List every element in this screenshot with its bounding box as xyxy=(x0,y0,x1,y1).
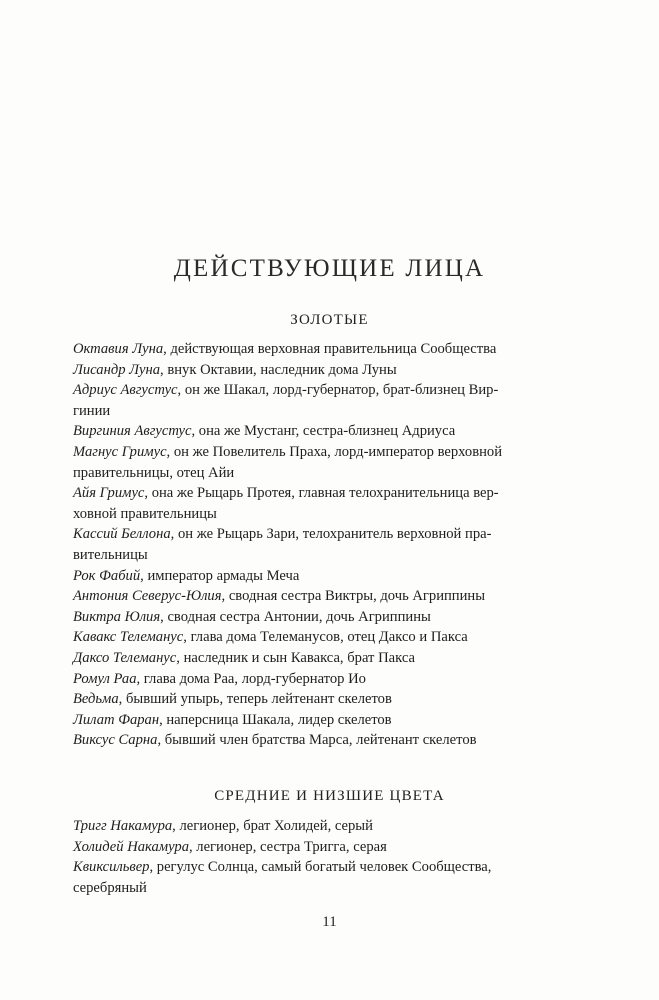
character-description: , действующая верховная правительница Сообщества xyxy=(163,341,497,357)
character-entry xyxy=(73,648,563,669)
page-title: ДЕЙСТВУЮЩИЕ ЛИЦА xyxy=(173,254,486,282)
character-description-continued: вительницы xyxy=(73,546,148,563)
character-description: , она же Рыцарь Протея, главная телохранительница вер- xyxy=(144,485,499,502)
character-entry xyxy=(73,816,563,837)
character-name: Магнус Гримус xyxy=(73,443,167,460)
character-entry xyxy=(73,607,563,628)
character-name: Квиксильвер xyxy=(73,859,150,876)
character-description: , глава дома Телеманусов, отец Даксо и Пакса xyxy=(183,629,468,646)
character-entry xyxy=(73,837,563,858)
character-entry xyxy=(73,710,563,731)
character-description: , она же Мустанг, сестра-близнец Адриуса xyxy=(191,423,456,440)
character-description: , сводная сестра Виктры, дочь Агриппины xyxy=(221,588,486,605)
section-heading-middle-low: СРЕДНИЕ И НИЗШИЕ ЦВЕТА xyxy=(214,788,445,804)
character-entry xyxy=(73,483,563,524)
character-description: , он же Шакал, лорд-губернатор, брат-близнец Вир- xyxy=(177,382,499,399)
character-name: Рок Фабий xyxy=(73,567,141,584)
character-name: Адриус Августус xyxy=(73,382,178,399)
character-description: , регулус Солнца, самый богатый человек Сообщества, xyxy=(149,859,492,876)
character-entry xyxy=(73,566,563,587)
character-entry xyxy=(73,524,563,565)
character-description: , внук Октавии, наследник дома Луны xyxy=(160,361,397,378)
character-description-continued: ховной правительницы xyxy=(73,505,217,522)
character-name: Кавакс Телеманус xyxy=(73,629,184,646)
character-description: , легионер, сестра Тригга, серая xyxy=(189,838,387,855)
character-name: Виргиния Августус xyxy=(73,423,192,440)
character-entry xyxy=(73,669,563,690)
character-entry xyxy=(73,730,563,751)
character-description: , наперсница Шакала, лидер скелетов xyxy=(159,711,392,728)
character-name: Даксо Телеманус xyxy=(73,649,177,666)
character-entry xyxy=(73,339,563,360)
character-name: Виктра Юлия xyxy=(73,608,161,625)
character-name: Тригг Накамура xyxy=(73,818,173,834)
character-entry xyxy=(73,689,563,710)
character-name: Лилат Фаран xyxy=(73,711,160,728)
character-entry xyxy=(73,586,563,607)
character-name: Антония Северус-Юлия xyxy=(73,588,222,605)
character-entry xyxy=(73,857,563,898)
character-entry xyxy=(73,442,563,483)
character-description: , сводная сестра Антонии, дочь Агриппины xyxy=(160,608,431,625)
character-description: , легионер, брат Холидей, серый xyxy=(172,818,373,834)
character-list-gold xyxy=(73,339,563,751)
section-heading-gold: ЗОЛОТЫЕ xyxy=(290,312,369,328)
character-name: Айя Гримус xyxy=(73,485,145,502)
character-name: Виксус Сарна xyxy=(73,732,158,749)
character-entry xyxy=(73,360,563,381)
character-name: Лисандр Луна xyxy=(73,361,161,378)
character-description: , он же Рыцарь Зари, телохранитель верховной пра- xyxy=(170,526,492,543)
page-number: 11 xyxy=(322,914,337,930)
character-description: , он же Повелитель Праха, лорд-император верховной xyxy=(166,443,503,460)
character-description-continued: гинии xyxy=(73,402,111,419)
character-description-continued: правительницы, отец Айи xyxy=(73,464,235,481)
character-name: Холидей Накамура xyxy=(73,838,189,855)
character-description-continued: серебряный xyxy=(73,879,147,896)
character-entry xyxy=(73,380,563,421)
character-description: , бывший член братства Марса, лейтенант скелетов xyxy=(157,732,477,749)
character-entry xyxy=(73,627,563,648)
character-description: , наследник и сын Кавакса, брат Пакса xyxy=(176,649,415,666)
character-name: Октавия Луна xyxy=(73,341,164,357)
character-description: , император армады Меча xyxy=(140,567,300,584)
character-description: , бывший упырь, теперь лейтенант скелетов xyxy=(118,691,392,708)
character-name: Ведьма xyxy=(73,691,119,708)
character-entry xyxy=(73,421,563,442)
character-name: Ромул Раа xyxy=(73,670,137,687)
character-name: Кассий Беллона xyxy=(73,526,171,543)
character-list-middle-low xyxy=(73,816,563,898)
character-description: , глава дома Раа, лорд-губернатор Ио xyxy=(136,670,366,687)
